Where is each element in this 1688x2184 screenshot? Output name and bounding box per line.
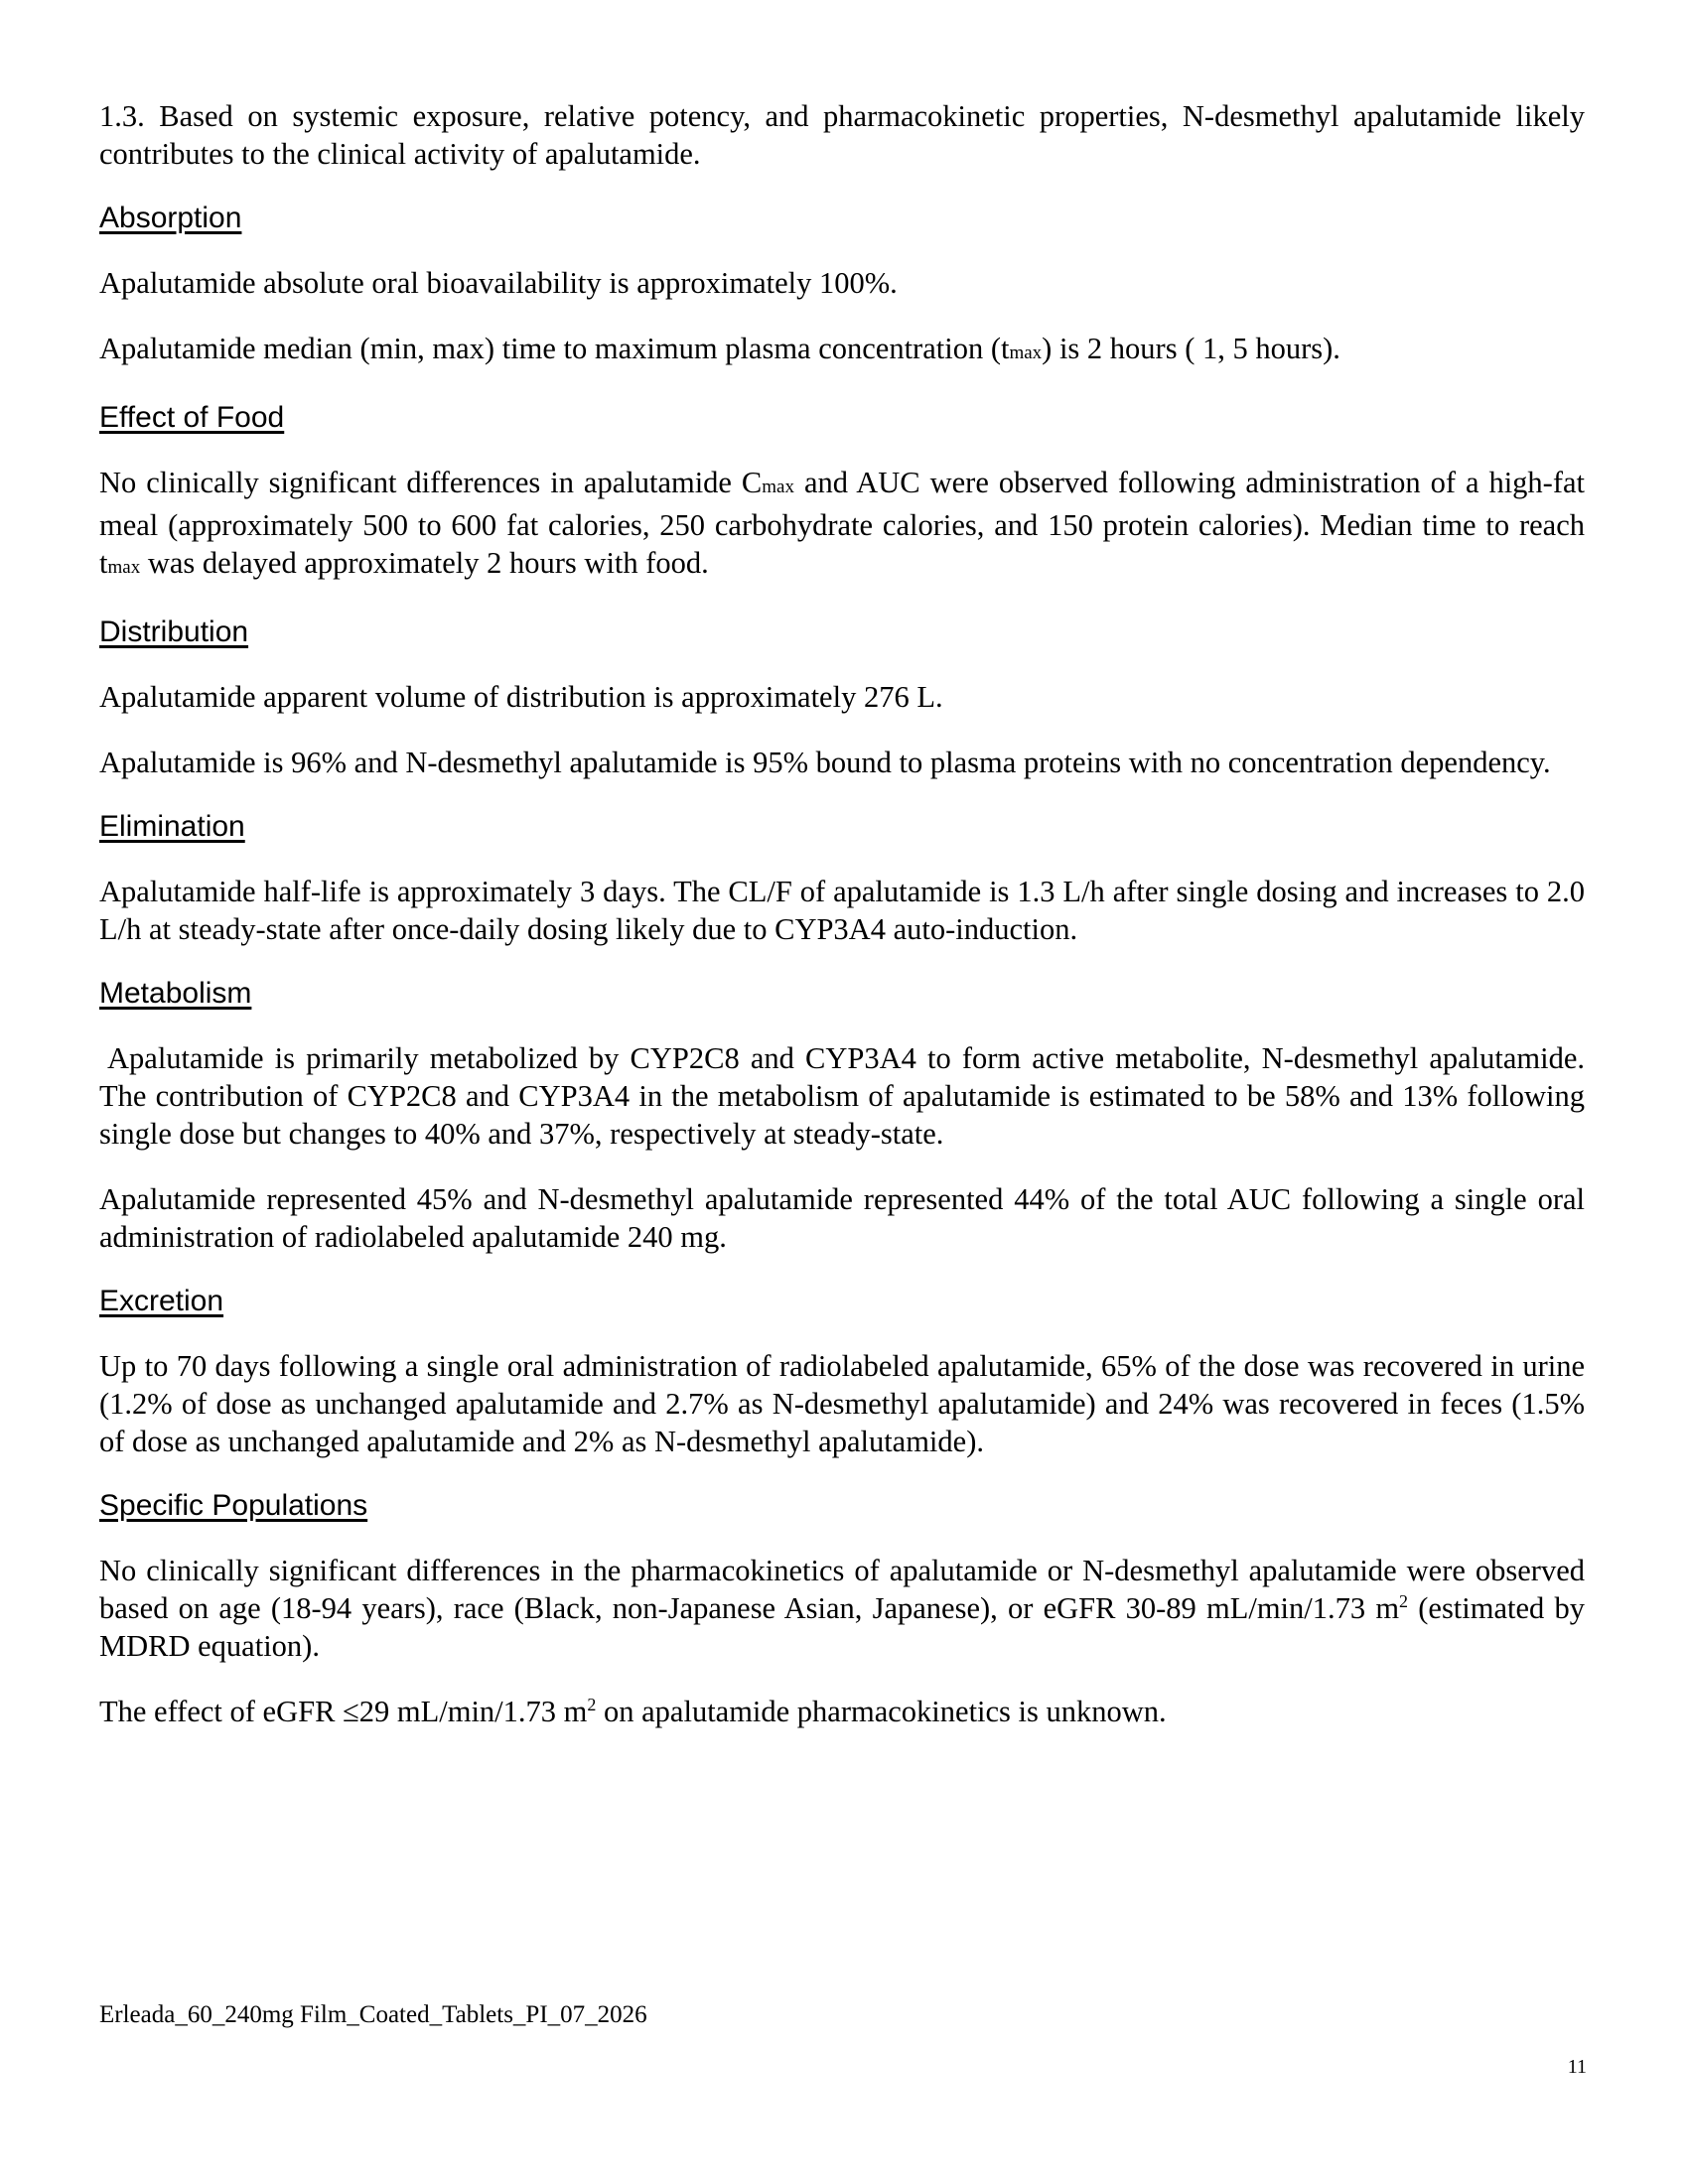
tmax-subscript: max — [1009, 342, 1043, 363]
absorption-paragraph-1: Apalutamide absolute oral bioavailability is approximately 100%. — [99, 266, 898, 300]
elimination-paragraph: Apalutamide half-life is approximately 3 days. The CL/F of apalutamide is 1.3 L/h after single dosing and increases to 2.0 L/h at steady-state after once-daily dosing likely due to CYP3A4 auto-induction. — [99, 875, 1585, 946]
distribution-heading: Distribution — [99, 615, 249, 648]
excretion-heading: Excretion — [99, 1285, 224, 1317]
food-heading: Effect of Food — [99, 401, 285, 434]
distribution-paragraph-1: Apalutamide apparent volume of distribution is approximately 276 L. — [99, 680, 943, 714]
populations-p2-text-b: on apalutamide pharmacokinetics is unknown. — [596, 1695, 1167, 1728]
squared-superscript: 2 — [587, 1694, 597, 1714]
metabolism-paragraph-2: Apalutamide represented 45% and N-desmethyl apalutamide represented 44% of the total AUC following a single oral administration of radiolabeled apalutamide 240 mg. — [99, 1182, 1585, 1254]
absorption-p2-text-b: ) is 2 hours ( 1, 5 hours). — [1042, 332, 1340, 365]
elimination-heading: Elimination — [99, 810, 245, 843]
food-paragraph — [99, 464, 1585, 587]
document-body — [99, 97, 1585, 1758]
absorption-p2-text-a: Apalutamide median (min, max) time to maximum plasma concentration (t — [99, 332, 1010, 365]
food-text-c: was delayed approximately 2 hours with food. — [140, 546, 709, 580]
distribution-paragraph-2: Apalutamide is 96% and N-desmethyl apalutamide is 95% bound to plasma proteins with no concentration dependency. — [99, 746, 1551, 779]
populations-p1-text-a: No clinically significant differences in the pharmacokinetics of apalutamide or N-desmethyl apalutamide were observed based on age (18-94 years), race (Black, non-Japanese Asian, Japanese), or eGFR 30-89 mL/min/1.73 m — [99, 1554, 1585, 1625]
metabolism-heading: Metabolism — [99, 977, 252, 1010]
absorption-paragraph-2 — [99, 330, 1585, 372]
absorption-heading: Absorption — [99, 202, 242, 234]
intro-paragraph: 1.3. Based on systemic exposure, relative potency, and pharmacokinetic properties, N-desmethyl apalutamide likely contributes to the clinical activity of apalutamide. — [99, 99, 1585, 171]
populations-p2-text-a: The effect of eGFR ≤29 mL/min/1.73 m — [99, 1695, 588, 1728]
squared-superscript: 2 — [1399, 1590, 1409, 1611]
metabolism-paragraph-1: Apalutamide is primarily metabolized by CYP2C8 and CYP3A4 to form active metabolite, N-desmethyl apalutamide. The contribution of CYP2C8 and CYP3A4 in the metabolism of apalutamide is estimated to be 58% and 13% following single dose but changes to 40% and 37%, respectively at steady-state. — [99, 1041, 1585, 1151]
food-text-b: and AUC were observed following administration of a high-fat meal (approximately 500 to 600 fat calories, 250 carbohydrate calories, and 150 protein calories). Median time to reach t — [99, 466, 1585, 580]
populations-p1-text-b: (estimated by MDRD equation). — [99, 1591, 1585, 1663]
food-text-a: No clinically significant differences in apalutamide C — [99, 466, 763, 499]
cmax-subscript: max — [762, 477, 794, 497]
document-footer: Erleada_60_240mg Film_Coated_Tablets_PI_07_2026 — [99, 2001, 647, 2028]
tmax-subscript: max — [107, 557, 141, 578]
populations-paragraph-2 — [99, 1693, 1585, 1730]
page-number: 11 — [1567, 2056, 1587, 2078]
populations-paragraph-1 — [99, 1552, 1585, 1665]
populations-heading: Specific Populations — [99, 1489, 368, 1522]
excretion-paragraph: Up to 70 days following a single oral administration of radiolabeled apalutamide, 65% of the dose was recovered in urine (1.2% of dose as unchanged apalutamide and 2.7% as N-desmethyl apalutamide) and 24% was recovered in feces (1.5% of dose as unchanged apalutamide and 2% as N-desmethyl apalutamide). — [99, 1349, 1585, 1458]
